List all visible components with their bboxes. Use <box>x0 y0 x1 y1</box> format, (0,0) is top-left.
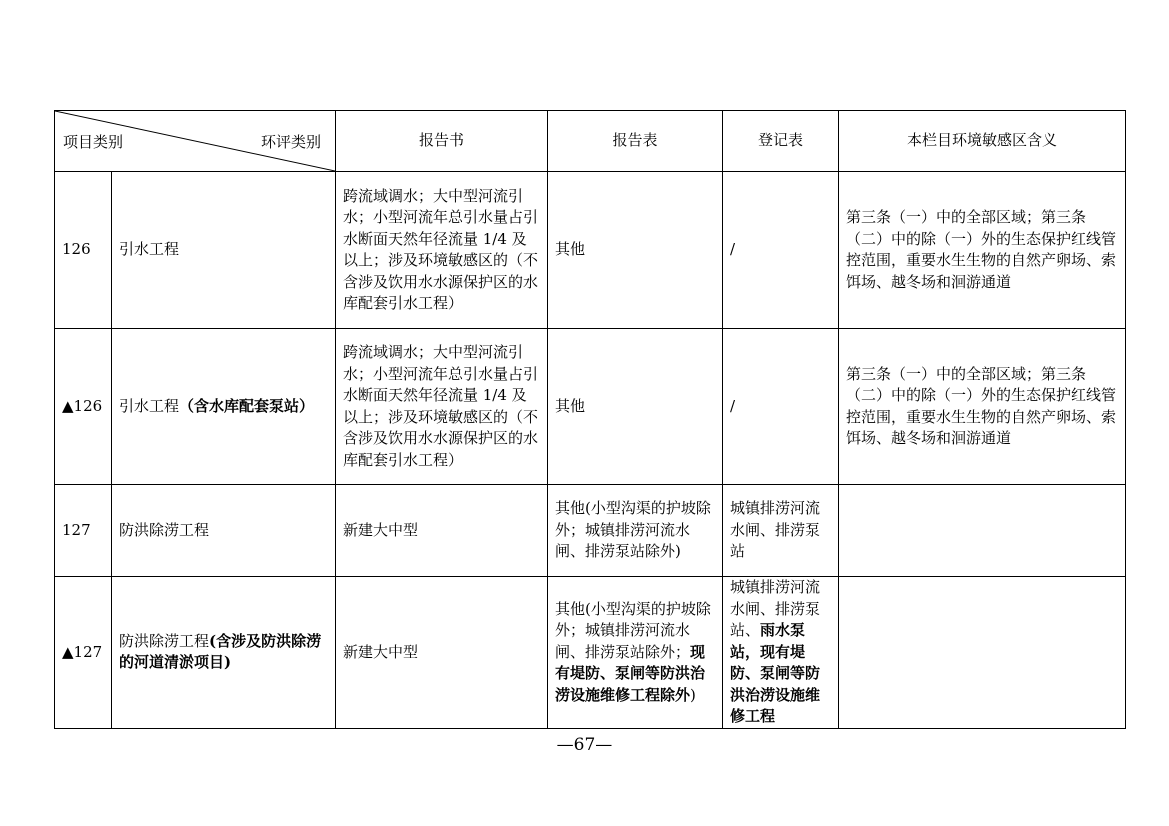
row-number: 127 <box>55 485 112 577</box>
registration-text: / <box>730 240 736 259</box>
header-report: 报告书 <box>336 111 548 172</box>
row-project-name <box>112 329 336 485</box>
row-number: ▲127 <box>55 577 112 729</box>
row-number: ▲126 <box>55 329 112 485</box>
header-corner-cell <box>55 111 336 172</box>
project-name-text: 引水工程 <box>119 396 180 415</box>
registration-text: / <box>730 396 736 415</box>
row-sensitive-area <box>839 577 1126 729</box>
row-number: 126 <box>55 172 112 329</box>
form-text: 其他 <box>555 396 586 415</box>
table-row <box>55 329 1126 485</box>
row-form <box>548 172 723 329</box>
table-row <box>55 577 1126 729</box>
registration-bold: 雨水泵站，现有堤防、泵闸等防洪治涝设施维修工程 <box>730 621 821 725</box>
header-registration: 登记表 <box>723 111 839 172</box>
row-report: 新建大中型 <box>336 485 548 577</box>
row-registration <box>723 329 839 485</box>
form-text: 其他 <box>555 240 586 259</box>
row-form <box>548 329 723 485</box>
row-project-name <box>112 172 336 329</box>
row-report: 跨流域调水；大中型河流引水；小型河流年总引水量占引水断面天然年径流量 1/4 及以上；涉及环境敏感区的（不含涉及饮用水水源保护区的水库配套引水工程） <box>336 329 548 485</box>
registration-text: 城镇排涝河流水闸、排涝泵站、 <box>730 578 821 639</box>
header-project-category: 项目类别 <box>63 133 124 151</box>
row-sensitive-area: 第三条（一）中的全部区域；第三条（二）中的除（一）外的生态保护红线管控范围，重要水生生物的自然产卵场、索饵场、越冬场和洄游通道 <box>839 329 1126 485</box>
row-form <box>548 485 723 577</box>
project-name-text: 引水工程 <box>119 240 180 259</box>
header-row <box>55 111 1126 172</box>
row-sensitive-area: 第三条（一）中的全部区域；第三条（二）中的除（一）外的生态保护红线管控范围，重要水生生物的自然产卵场、索饵场、越冬场和洄游通道 <box>839 172 1126 329</box>
page-number: —67— <box>556 735 613 755</box>
table-row <box>55 172 1126 329</box>
row-report: 跨流域调水；大中型河流引水；小型河流年总引水量占引水断面天然年径流量 1/4 及以上；涉及环境敏感区的（不含涉及饮用水水源保护区的水库配套引水工程） <box>336 172 548 329</box>
row-form <box>548 577 723 729</box>
project-name-bold: (含涉及防洪除涝的河道清淤项目) <box>119 631 322 672</box>
project-name-text: 防洪除涝工程 <box>119 520 210 539</box>
table-row <box>55 485 1126 577</box>
form-text: 其他(小型沟渠的护坡除外；城镇排涝河流水闸、排涝泵站除外； <box>555 599 711 661</box>
row-report: 新建大中型 <box>336 577 548 729</box>
project-name-text: 防洪除涝工程 <box>119 631 210 650</box>
header-form: 报告表 <box>548 111 723 172</box>
registration-text: 城镇排涝河流水闸、排涝泵站 <box>730 499 821 561</box>
header-sensitive-area: 本栏目环境敏感区含义 <box>839 111 1126 172</box>
row-registration <box>723 172 839 329</box>
form-close-paren: ) <box>690 685 696 704</box>
row-registration <box>723 577 839 729</box>
project-name-bold: （含水库配套泵站） <box>179 396 315 415</box>
row-project-name <box>112 577 336 729</box>
form-text: 其他(小型沟渠的护坡除外；城镇排涝河流水闸、排涝泵站除外) <box>555 499 711 561</box>
row-registration <box>723 485 839 577</box>
row-sensitive-area <box>839 485 1126 577</box>
header-eia-category: 环评类别 <box>260 133 321 151</box>
row-project-name <box>112 485 336 577</box>
classification-table <box>54 110 1126 729</box>
form-bold: 现有堤防、泵闸等防洪治涝设施维修工程除外 <box>555 642 706 704</box>
